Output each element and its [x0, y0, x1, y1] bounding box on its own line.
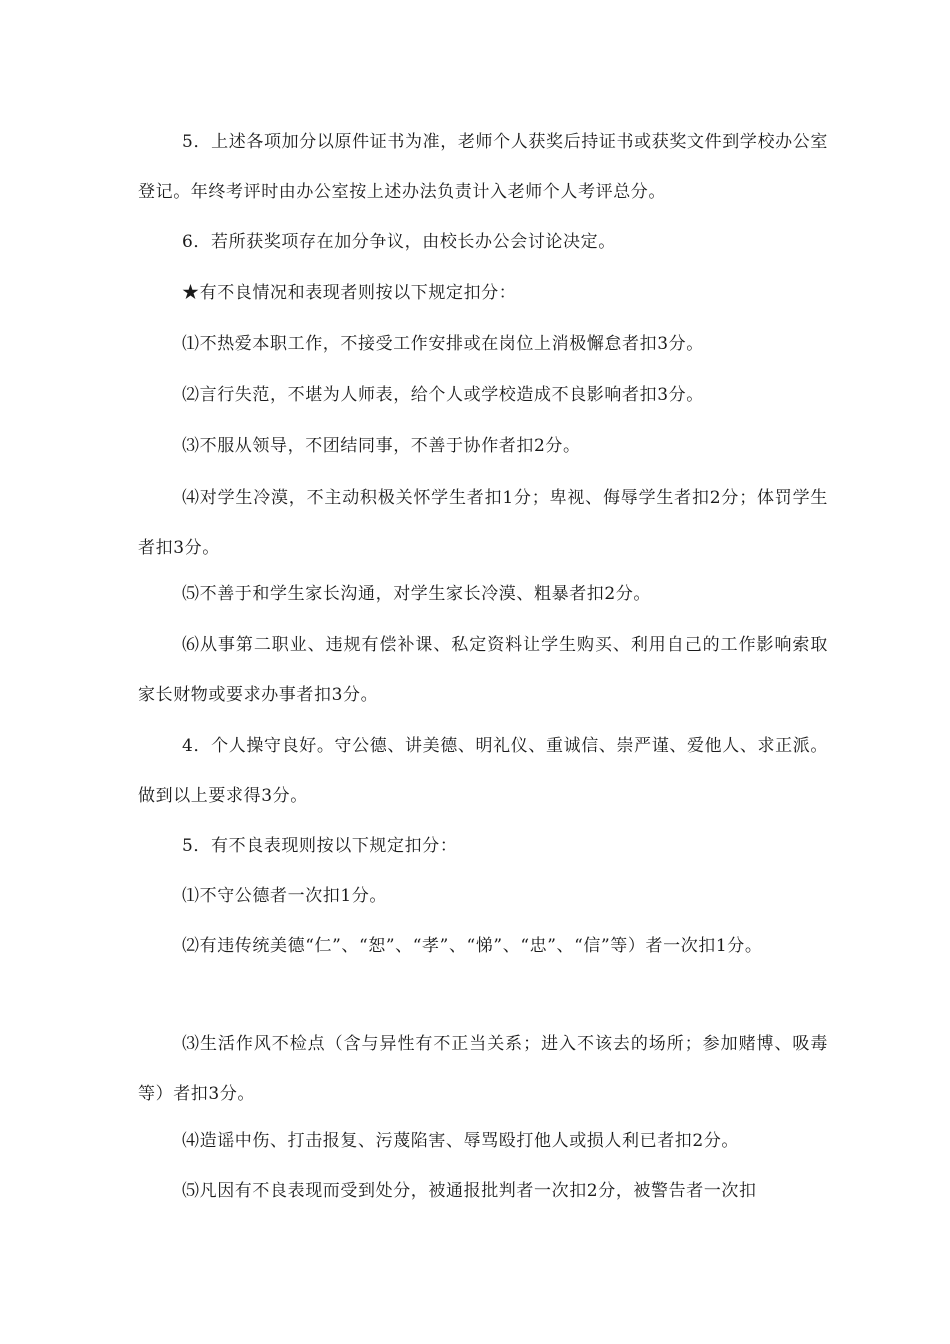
paragraph-deduction-5: ⑸不善于和学生家长沟通，对学生家长冷漠、粗暴者扣2分。 — [182, 584, 652, 604]
paragraph-conduct-deduction-heading: 5．有不良表现则按以下规定扣分： — [182, 836, 458, 856]
paragraph-conduct-deduction-5: ⑸凡因有不良表现而受到处分，被通报批判者一次扣2分，被警告者一次扣 — [182, 1181, 757, 1201]
paragraph-deduction-3: ⑶不服从领导，不团结同事，不善于协作者扣2分。 — [182, 436, 581, 456]
paragraph-deduction-heading: ★有不良情况和表现者则按以下规定扣分： — [182, 283, 517, 303]
paragraph-conduct-deduction-2: ⑵有违传统美德“仁”、“恕”、“孝”、“悌”、“忠”、“信”等）者一次扣1分。 — [182, 936, 763, 956]
paragraph-personal-conduct: 4．个人操守良好。守公德、讲美德、明礼仪、重诚信、崇严谨、爱他人、求正派。做到以上要求得3分。 — [138, 736, 828, 806]
paragraph-deduction-4: ⑷对学生冷漠，不主动积极关怀学生者扣1分；卑视、侮辱学生者扣2分；体罚学生者扣3分。 — [138, 488, 828, 558]
paragraph-deduction-2: ⑵言行失范，不堪为人师表，给个人或学校造成不良影响者扣3分。 — [182, 385, 704, 405]
paragraph-award-dispute: 6．若所获奖项存在加分争议，由校长办公会讨论决定。 — [182, 232, 616, 252]
paragraph-award-registration: 5．上述各项加分以原件证书为准，老师个人获奖后持证书或获奖文件到学校办公室登记。年终考评时由办公室按上述办法负责计入老师个人考评总分。 — [138, 132, 828, 202]
paragraph-conduct-deduction-4: ⑷造谣中伤、打击报复、污蔑陷害、辱骂殴打他人或损人利已者扣2分。 — [182, 1131, 740, 1151]
paragraph-deduction-1: ⑴不热爱本职工作，不接受工作安排或在岗位上消极懈怠者扣3分。 — [182, 334, 704, 354]
paragraph-conduct-deduction-1: ⑴不守公德者一次扣1分。 — [182, 886, 388, 906]
paragraph-deduction-6: ⑹从事第二职业、违规有偿补课、私定资料让学生购买、利用自己的工作影响索取家长财物或要求办事者扣3分。 — [138, 635, 828, 705]
paragraph-conduct-deduction-3: ⑶生活作风不检点（含与异性有不正当关系；进入不该去的场所；参加赌博、吸毒等）者扣3分。 — [138, 1034, 828, 1104]
